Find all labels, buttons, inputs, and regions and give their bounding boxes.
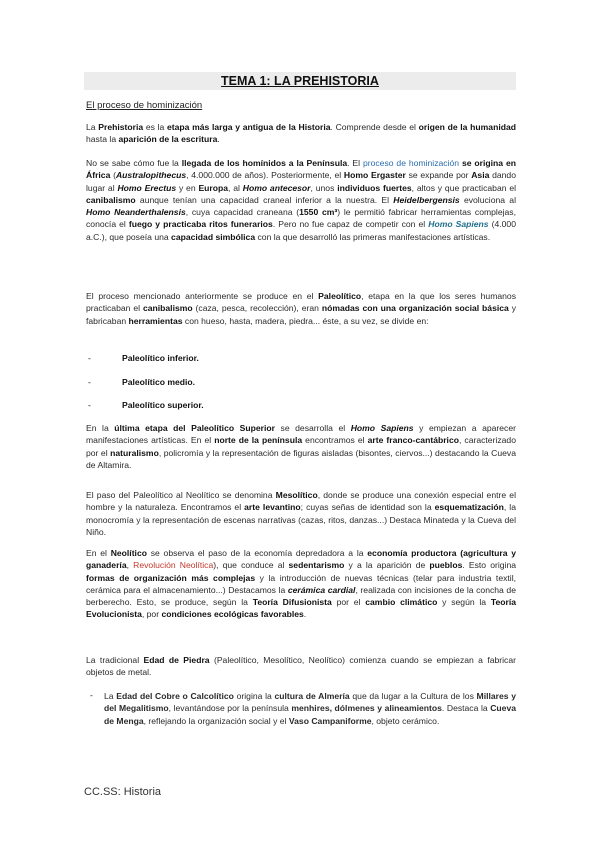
- text: ), que conduce al: [213, 560, 289, 571]
- bold-term: Europa: [198, 182, 229, 193]
- bold-term: Asia: [471, 170, 490, 181]
- bold-term: Prehistoria: [98, 122, 144, 132]
- text: , etapa en la que los seres humanos practicaban el: [86, 291, 516, 314]
- bold-term: Mesolítico: [275, 490, 318, 500]
- list-item: [88, 399, 204, 411]
- text: , caracterizado por el: [86, 435, 516, 458]
- list-item-label: Paleolítico inferior.: [122, 353, 199, 363]
- bold-term: Millares y del Megalitismo: [104, 691, 517, 714]
- bold-term: se origina en África: [86, 158, 516, 181]
- text: (caza, pesca, recolección), eran: [192, 303, 322, 314]
- text: y según la: [437, 597, 491, 608]
- text: , objeto cerámico.: [371, 715, 440, 726]
- list-dash: -: [88, 400, 91, 410]
- text: con hueso, hasta, madera, piedra... éste, a su vez, se divide en:: [182, 315, 429, 326]
- text: con la que desarrolló las primeras manifestaciones artísticas.: [255, 231, 491, 242]
- text: , cuya capacidad craneana (: [185, 207, 300, 218]
- text: , levantándose por la península: [168, 703, 292, 714]
- text: , altos y que practicaban el: [411, 182, 517, 193]
- paragraph-hominization: [86, 157, 516, 243]
- text: No se sabe cómo fue la: [86, 158, 182, 168]
- text: y fabricaban: [86, 303, 517, 326]
- paragraph-paleolithic: [86, 290, 516, 327]
- text: , policromía y la representación de figuras aisladas (bisontes, ciervos...) destacando la Cueva de Altamira.: [86, 447, 516, 470]
- text: es la: [143, 122, 167, 132]
- bold-italic-term: Homo Sapiens: [350, 423, 414, 433]
- text: (: [110, 170, 116, 181]
- bold-term: arte levantino: [244, 502, 301, 513]
- bold-term: individuos fuertes: [337, 182, 412, 193]
- bold-term: aparición de la escritura: [118, 134, 218, 145]
- text: La: [104, 691, 117, 701]
- bold-term: economía productora (agricultura y ganadería: [86, 548, 516, 571]
- bold-term: etapa más larga y antigua de la Historia: [166, 122, 331, 132]
- text: . El: [347, 158, 363, 168]
- text: , 4.000.000 de años). Posteriormente, el: [186, 170, 344, 181]
- bold-term: canibalismo: [142, 303, 193, 314]
- bold-term: menhires, dólmenes y alineamientos: [291, 703, 442, 714]
- bold-italic-term: Homo antecesor: [242, 182, 311, 193]
- text: . Esto origina: [462, 560, 517, 571]
- text: por el: [331, 597, 366, 608]
- bold-term: Cueva de Menga: [104, 703, 517, 726]
- text: .: [303, 609, 307, 620]
- text: , realizada con incisiones de la concha de berberecho. Esto, se produce, según la: [86, 584, 516, 608]
- text: (4.000 a.C.), que poseía una: [86, 219, 516, 242]
- bold-term: sedentarismo: [288, 560, 345, 571]
- list-item: [88, 352, 199, 364]
- text: , donde se produce una conexión especial entre el hombre y la naturaleza. Encontramos el: [86, 490, 516, 513]
- text: . Destaca la: [441, 703, 491, 714]
- text: El proceso mencionado anteriormente se produce en el: [86, 291, 319, 301]
- bold-term: Neolítico: [110, 548, 147, 558]
- paragraph-intro: [86, 121, 516, 146]
- bold-term: naturalismo: [110, 447, 159, 458]
- list-item: [88, 376, 195, 388]
- bold-italic-term: Homo Erectus: [117, 182, 177, 193]
- text: se expande por: [405, 170, 472, 181]
- text: , por: [141, 609, 162, 620]
- bold-term: Teoría Difusionista: [252, 597, 332, 608]
- bold-term: formas de organización más complejas: [86, 572, 256, 583]
- text: se observa el paso de la economía depredadora a la: [146, 548, 368, 558]
- bold-term: condiciones ecológicas favorables: [161, 609, 304, 620]
- text: El paso del Paleolítico al Neolítico se denomina: [86, 490, 276, 500]
- title-bar: [84, 72, 516, 90]
- page-title: TEMA 1: LA PREHISTORIA: [221, 74, 379, 88]
- bold-term: nómadas con una organización social básica: [321, 303, 509, 314]
- bold-italic-term: Heidelbergensis: [393, 194, 460, 205]
- text: y la introducción de nuevas técnicas (telar para industria textil, cerámica para el almacenamiento...) Destacamos la: [86, 572, 516, 595]
- bold-term: capacidad simbólica: [171, 231, 256, 242]
- bold-term: 1550 cm³: [299, 207, 338, 218]
- paragraph-upper-paleolithic: [86, 422, 516, 471]
- bold-italic-term: Homo Neanderthalensis: [86, 207, 186, 218]
- text: ,: [126, 560, 134, 571]
- paragraph-mesolithic: [86, 489, 516, 538]
- bold-term: Paleolítico: [318, 291, 362, 301]
- text: La: [86, 122, 99, 132]
- bold-term: origen de la humanidad: [418, 122, 516, 132]
- text: La tradicional: [86, 655, 144, 665]
- paragraph-stone-age: [86, 654, 516, 679]
- bold-italic-term: Australopithecus: [115, 170, 187, 181]
- text: ; cuyas señas de identidad son la: [300, 502, 435, 513]
- text: , unos: [310, 182, 338, 193]
- list-item-label: Paleolítico superior.: [122, 400, 204, 410]
- text: .: [217, 134, 220, 145]
- bold-term: norte de la península: [214, 435, 303, 446]
- text: (Paleolítico, Mesolítico, Neolítico) comienza cuando se empiezan a fabricar objetos de metal.: [86, 655, 516, 678]
- bold-term: Edad de Piedra: [143, 655, 210, 665]
- bold-term: Teoría Evolucionista: [86, 597, 517, 620]
- text: y en: [176, 182, 199, 193]
- bold-italic-term: cerámica cardial: [287, 584, 356, 595]
- text: . Pero no fue capaz de competir con el: [272, 219, 429, 230]
- text: , la monocromía y la representación de escenas narrativas (cazas, ritos, danzas...) Destaca Minateda y la Cueva del Niño.: [86, 502, 516, 537]
- section-subheading: El proceso de hominización: [86, 100, 203, 111]
- text: , reflejando la organización social y el: [143, 715, 289, 726]
- paragraph-copper-age: [104, 690, 516, 727]
- text: aunque tenían una capacidad craneal inferior a la nuestra. El: [135, 194, 394, 205]
- bold-term: cultura de Almería: [274, 691, 350, 701]
- hyperlink-hominization[interactable]: proceso de hominización: [362, 158, 460, 168]
- list-item-label: Paleolítico medio.: [122, 377, 196, 387]
- text: , al: [228, 182, 243, 193]
- bold-term: arte franco-cantábrico: [367, 435, 459, 446]
- text: que da lugar a la Cultura de los: [349, 691, 477, 701]
- bold-term: herramientas: [128, 315, 183, 326]
- paragraph-neolithic: [86, 547, 516, 621]
- list-dash: -: [88, 353, 91, 363]
- text: evoluciona al: [459, 194, 516, 205]
- bold-term: fuego y practicaba ritos funerarios: [128, 219, 273, 230]
- text: y empiezan a aparecer manifestaciones artísticas. En el: [86, 423, 516, 446]
- hyperlink-homo-sapiens[interactable]: Homo Sapiens: [428, 219, 489, 230]
- text: ) le permitió fabricar herramientas complejas, conocía el: [86, 207, 516, 230]
- bold-term: esquematización: [434, 502, 504, 513]
- bold-term: pueblos: [429, 560, 463, 571]
- list-dash: -: [88, 377, 91, 387]
- bold-term: llegada de los homínidos a la Península: [181, 158, 348, 168]
- text: se desarrolla el: [274, 423, 351, 433]
- bullet-dash: -: [90, 690, 93, 700]
- text: . Comprende desde el: [330, 122, 419, 132]
- text: origina la: [233, 691, 275, 701]
- bold-term: última etapa del Paleolítico Superior: [114, 423, 275, 433]
- bold-term: Homo Ergaster: [343, 170, 406, 181]
- bold-term: Edad del Cobre o Calcolítico: [116, 691, 234, 701]
- bold-term: Vaso Campaniforme: [288, 715, 372, 726]
- text: dando lugar al: [86, 170, 516, 193]
- page-footer: CC.SS: Historia: [84, 786, 162, 798]
- text: hasta la: [86, 134, 119, 145]
- bold-term: canibalismo: [86, 194, 136, 205]
- text: encontramos el: [302, 435, 368, 446]
- text: y a la aparición de: [344, 560, 430, 571]
- text: En la: [86, 423, 115, 433]
- hyperlink-neolithic-revolution[interactable]: Revolución Neolítica: [133, 560, 214, 571]
- text: En el: [86, 548, 111, 558]
- bold-term: cambio climático: [365, 597, 438, 608]
